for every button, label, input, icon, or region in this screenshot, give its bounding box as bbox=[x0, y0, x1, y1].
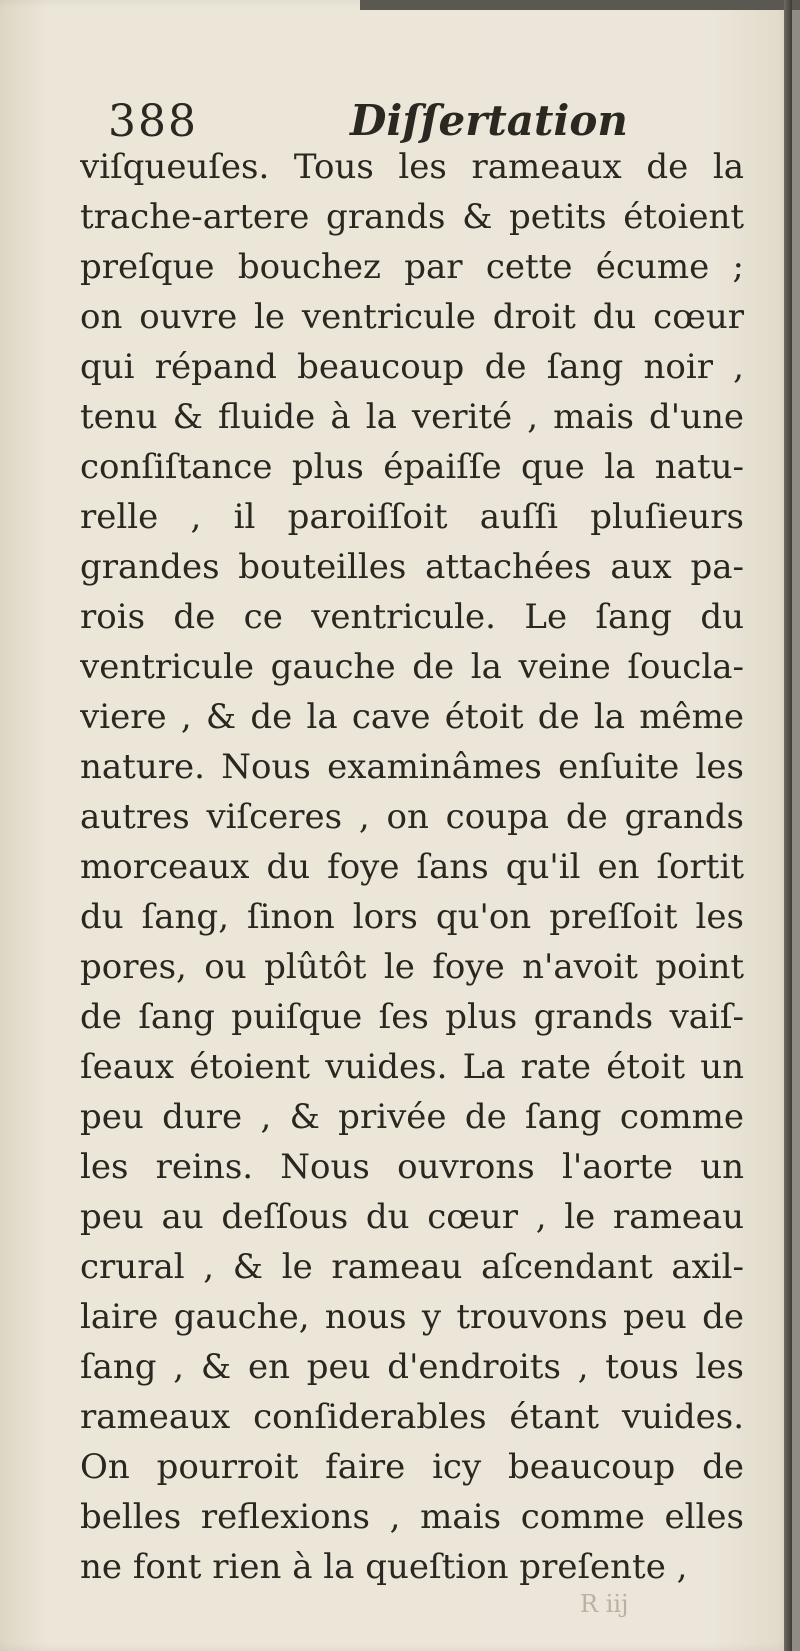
text-line: viere , & de la cave étoit de la même bbox=[80, 697, 744, 737]
text-line: ventricule gauche de la veine ſoucla- bbox=[80, 647, 744, 687]
body-text bbox=[80, 142, 744, 1592]
text-line: On pourroit faire icy beaucoup de bbox=[80, 1447, 744, 1487]
text-line: rameaux conſiderables étant vuides. bbox=[80, 1397, 744, 1437]
text-line: tenu & fluide à la verité , mais d'une bbox=[80, 397, 744, 437]
text-line: ſang , & en peu d'endroits , tous les bbox=[80, 1347, 744, 1387]
running-title: Diſſertation bbox=[350, 96, 628, 145]
text-line: peu au deſſous du cœur , le rameau bbox=[80, 1197, 744, 1237]
text-line: de ſang puiſque ſes plus grands vaiſ- bbox=[80, 997, 744, 1037]
text-line: pores, ou plûtôt le foye n'avoit point bbox=[80, 947, 744, 987]
text-line: nature. Nous examinâmes enſuite les bbox=[80, 747, 744, 787]
text-line: rois de ce ventricule. Le ſang du bbox=[80, 597, 744, 637]
text-line: laire gauche, nous y trouvons peu de bbox=[80, 1297, 744, 1337]
text-line: du ſang, ſinon lors qu'on preſſoit les bbox=[80, 897, 744, 937]
text-line: ne font rien à la queſtion preſente , bbox=[80, 1547, 688, 1587]
text-line: qui répand beaucoup de ſang noir , bbox=[80, 347, 744, 387]
text-line: belles reflexions , mais comme elles bbox=[80, 1497, 744, 1537]
text-line: on ouvre le ventricule droit du cœur bbox=[80, 297, 744, 337]
text-line: conſiſtance plus épaiſſe que la natu- bbox=[80, 447, 744, 487]
text-line: les reins. Nous ouvrons l'aorte un bbox=[80, 1147, 744, 1187]
text-line: autres viſceres , on coupa de grands bbox=[80, 797, 744, 837]
text-line: preſque bouchez par cette écume ; bbox=[80, 247, 744, 287]
text-line: crural , & le rameau aſcendant axil- bbox=[80, 1247, 744, 1287]
scan-edge-top bbox=[360, 0, 800, 10]
text-line: ſeaux étoient vuides. La rate étoit un bbox=[80, 1047, 744, 1087]
signature-mark: R iij bbox=[580, 1590, 629, 1618]
page-number: 388 bbox=[108, 96, 198, 147]
text-line: peu dure , & privée de ſang comme bbox=[80, 1097, 744, 1137]
text-line: trache-artere grands & petits étoient bbox=[80, 197, 744, 237]
text-line: relle , il paroiſſoit auſſi pluſieurs bbox=[80, 497, 744, 537]
text-line: grandes bouteilles attachées aux pa- bbox=[80, 547, 744, 587]
text-line: viſqueuſes. Tous les rameaux de la bbox=[80, 147, 744, 187]
scan-edge-right bbox=[784, 0, 792, 1651]
text-line: morceaux du foye ſans qu'il en ſortit bbox=[80, 847, 744, 887]
